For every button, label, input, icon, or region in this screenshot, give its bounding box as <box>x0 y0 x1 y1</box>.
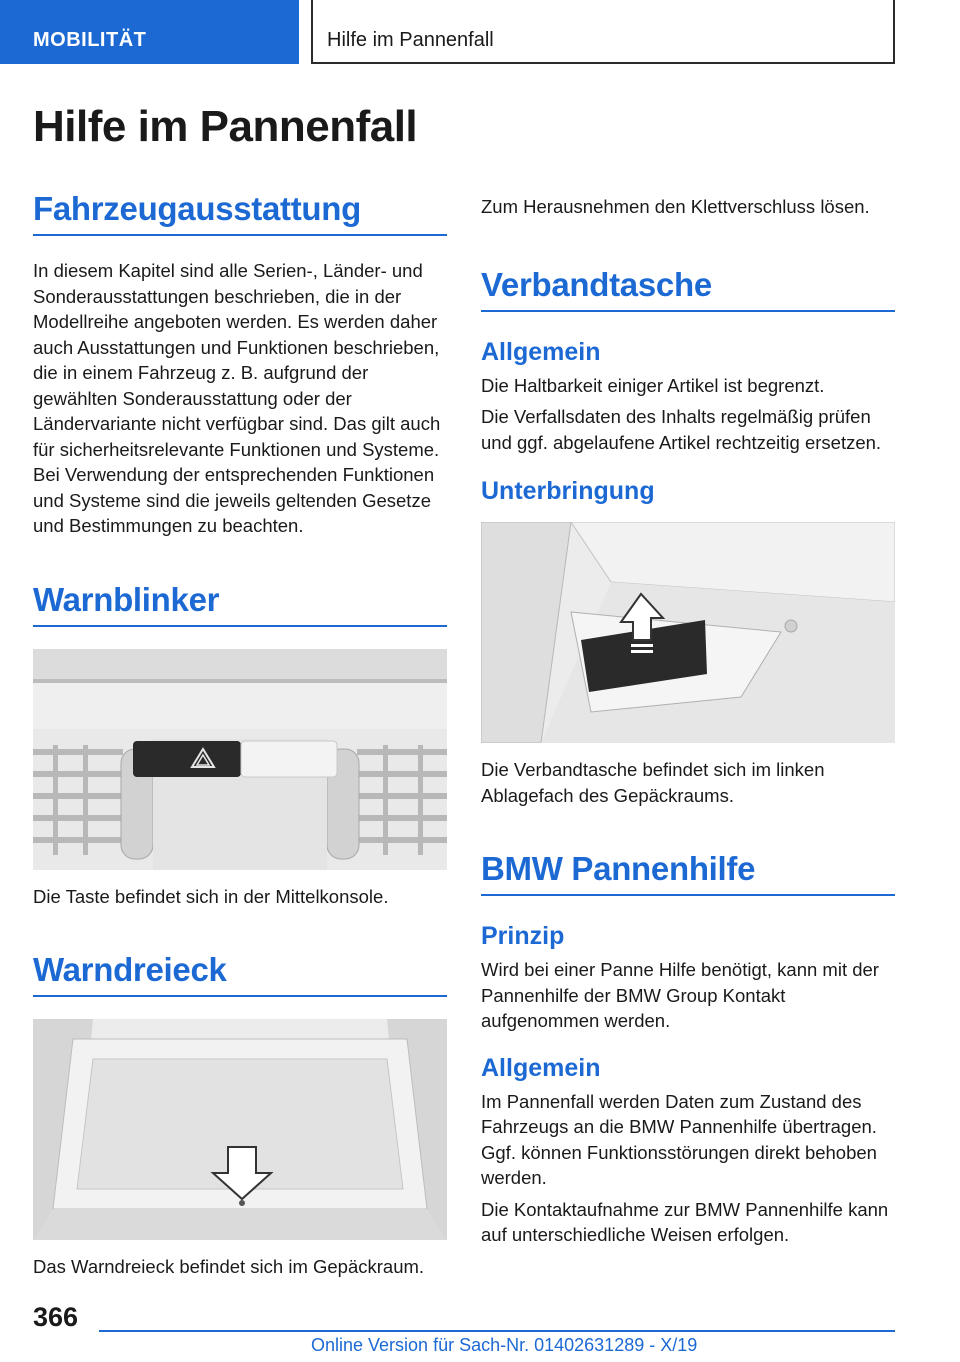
page-number: 366 <box>33 1302 79 1332</box>
subtitle-unterbringung: Unterbringung <box>481 477 655 505</box>
section-title-fahrzeugausstattung: Fahrzeugausstattung <box>33 190 447 236</box>
page-title: Hilfe im Pannenfall <box>33 102 418 151</box>
hazard-switch-figure <box>33 649 447 870</box>
pannenhilfe-kontakt-text: Die Kontaktaufnahme zur BMW Pannenhilfe kann auf unterschiedliche Weisen erfolgen. <box>481 1198 889 1245</box>
subtitle-allgemein-2: Allgemein <box>481 1053 601 1082</box>
section-title-warndreieck: Warndreieck <box>33 951 447 997</box>
footer-online-version: Online Version für Sach-Nr. 01402631289 - X/19 <box>311 1335 698 1355</box>
section-title-bmw-pannenhilfe: BMW Pannenhilfe <box>481 850 895 896</box>
section-tab[interactable]: MOBILITÄT <box>0 0 299 64</box>
right-column <box>481 190 895 1248</box>
topic-tab[interactable]: Hilfe im Pannenfall <box>311 0 895 64</box>
fahrzeugausstattung-text: In diesem Kapitel sind alle Serien-, Länder- und Sonderausstattungen beschrieben, die in der Modellreihe angeboten werden. Es werden daher auch Ausstattungen und Funktionen beschrieben, die in einem Fahrzeug z. B. aufgrund der gewählten Sonderausstattung oder der Ländervariante nicht verfügbar sind. Das gilt auch für sicherheitsrelevante Funktionen und Systeme. Bei Verwendung der entsprechenden Funktionen und Systeme sind die jeweils geltenden Gesetze und Bestimmungen zu beachten. <box>33 260 441 536</box>
warning-triangle-figure <box>33 1019 447 1240</box>
footer-divider <box>99 1330 895 1332</box>
warnblinker-caption: Die Taste befindet sich in der Mittelkonsole. <box>33 885 389 907</box>
warndreieck-caption: Das Warndreieck befindet sich im Gepäckraum. <box>33 1256 425 1277</box>
section-title-verbandtasche: Verbandtasche <box>481 266 895 312</box>
first-aid-kit-figure <box>481 522 895 743</box>
klettverschluss-text: Zum Herausnehmen den Klettverschluss lösen. <box>481 196 870 217</box>
verbandtasche-p1: Die Haltbarkeit einiger Artikel ist begrenzt. <box>481 374 825 396</box>
subtitle-allgemein-1: Allgemein <box>481 337 601 366</box>
pannenhilfe-allgemein-text: Im Pannenfall werden Daten zum Zustand des Fahrzeugs an die BMW Pannenhilfe übertragen. Ggf. können Funktionsstörungen direkt behoben werden. <box>481 1090 877 1188</box>
section-title-warnblinker: Warnblinker <box>33 581 447 627</box>
left-column <box>33 190 447 1280</box>
verbandtasche-caption: Die Verbandtasche befindet sich im linken Ablagefach des Gepäckraums. <box>481 759 825 806</box>
subtitle-prinzip: Prinzip <box>481 922 565 950</box>
verbandtasche-p2: Die Verfallsdaten des Inhalts regelmäßig prüfen und ggf. abgelaufene Artikel rechtzeitig ersetzen. <box>481 406 882 453</box>
pannenhilfe-prinzip-text: Wird bei einer Panne Hilfe benötigt, kann mit der Pannenhilfe der BMW Group Kontakt aufgenommen werden. <box>481 959 879 1031</box>
